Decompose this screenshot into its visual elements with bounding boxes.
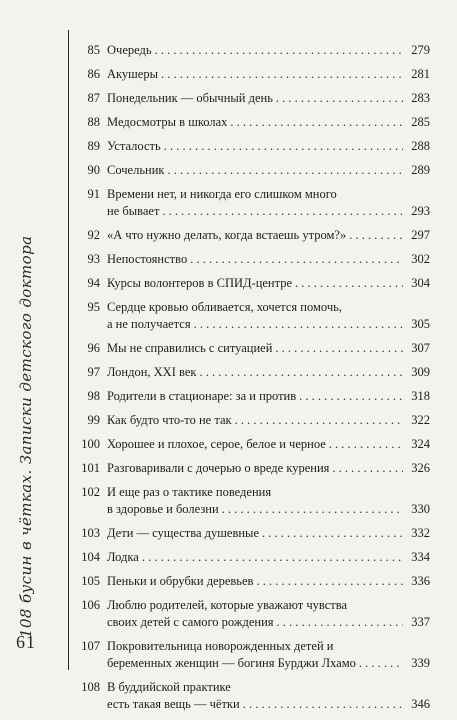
toc-entry-number: 95 (87, 300, 100, 314)
toc-entry-number: 88 (87, 115, 100, 129)
toc-entry-text (107, 114, 430, 131)
toc-entry-page: 330 (411, 502, 430, 516)
toc-entry-text (107, 299, 430, 333)
toc-entry-title: Разговаривали с дочерью о вреде курения (107, 461, 330, 475)
toc-entry-number: 102 (81, 485, 100, 499)
dot-leader (276, 90, 403, 107)
toc-entry-title: В буддийской практике (107, 680, 231, 694)
dot-leader (162, 203, 403, 220)
dot-leader (295, 275, 403, 292)
toc-entry-title: Понедельник — обычный день (107, 91, 273, 105)
toc-entry-line (107, 679, 430, 696)
table-of-contents (70, 42, 430, 720)
toc-entry-title: Сердце кровью обливается, хочется помочь, (107, 300, 342, 314)
toc-entry-number: 107 (81, 639, 100, 653)
toc-entry-title: Покровительница новорожденных детей и (107, 639, 334, 653)
toc-entry (70, 573, 430, 590)
toc-entry-last-line (107, 251, 430, 268)
toc-entry (70, 484, 430, 518)
toc-entry-number: 108 (81, 680, 100, 694)
toc-entry-title: Пеньки и обрубки деревьев (107, 574, 254, 588)
toc-entry-text (107, 460, 430, 477)
toc-entry-last-line (107, 436, 430, 453)
running-head-text: 108 бусин в чётках. Записки детского доктора (17, 235, 35, 638)
toc-entry-title: Времени нет, и никогда его слишком много (107, 187, 337, 201)
toc-entry-last-line (107, 42, 430, 59)
toc-entry-title: Акушеры (107, 67, 158, 81)
dot-leader (164, 138, 403, 155)
toc-entry-text (107, 388, 430, 405)
toc-entry-text (107, 364, 430, 381)
toc-entry-page: 326 (411, 461, 430, 475)
toc-entry-last-line (107, 412, 430, 429)
toc-entry-page: 288 (411, 139, 430, 153)
toc-entry-page: 322 (411, 413, 430, 427)
toc-entry-page: 334 (411, 550, 430, 564)
toc-entry-last-line (107, 316, 430, 333)
toc-entry-text (107, 436, 430, 453)
toc-entry-last-line (107, 573, 430, 590)
toc-entry-text (107, 138, 430, 155)
toc-entry-page: 289 (411, 163, 430, 177)
toc-entry-number: 103 (81, 526, 100, 540)
toc-entry-text (107, 573, 430, 590)
toc-entry-last-line (107, 138, 430, 155)
dot-leader (277, 614, 403, 631)
toc-entry-text (107, 251, 430, 268)
dot-leader (230, 114, 403, 131)
toc-entry-title: Сочельник (107, 163, 165, 177)
toc-entry-page: 307 (411, 341, 430, 355)
toc-entry-last-line (107, 227, 430, 244)
toc-entry-number: 92 (87, 228, 100, 242)
running-head (12, 38, 58, 638)
toc-entry-text (107, 549, 430, 566)
toc-entry-number: 86 (87, 67, 100, 81)
toc-entry (70, 66, 430, 83)
toc-entry (70, 275, 430, 292)
toc-entry-page: 302 (411, 252, 430, 266)
toc-entry (70, 525, 430, 542)
toc-entry-text (107, 525, 430, 542)
toc-entry-number: 106 (81, 598, 100, 612)
toc-entry-page: 304 (411, 276, 430, 290)
toc-entry-number: 90 (87, 163, 100, 177)
toc-entry-title: Непостоянство (107, 252, 188, 266)
toc-entry (70, 138, 430, 155)
toc-entry-number: 93 (87, 252, 100, 266)
toc-entry-number: 105 (81, 574, 100, 588)
toc-entry-last-line (107, 549, 430, 566)
toc-entry-last-line (107, 90, 430, 107)
toc-entry-last-line (107, 460, 430, 477)
toc-entry-text (107, 597, 430, 631)
toc-entry-text (107, 162, 430, 179)
toc-entry (70, 412, 430, 429)
margin-rule (68, 30, 69, 670)
toc-entry-page: 332 (411, 526, 430, 540)
toc-entry-last-line (107, 525, 430, 542)
toc-entry-last-line (107, 364, 430, 381)
toc-entry-page: 283 (411, 91, 430, 105)
toc-entry-last-line (107, 501, 430, 518)
dot-leader (332, 460, 403, 477)
toc-entry-line (107, 484, 430, 501)
toc-entry (70, 364, 430, 381)
toc-entry (70, 42, 430, 59)
toc-entry-title: Медосмотры в школах (107, 115, 228, 129)
toc-entry-number: 91 (87, 187, 100, 201)
toc-entry-title: И еще раз о тактике поведения (107, 485, 272, 499)
toc-entry (70, 299, 430, 333)
toc-entry-page: 297 (411, 228, 430, 242)
toc-entry (70, 162, 430, 179)
dot-leader (275, 340, 403, 357)
toc-entry-number: 100 (81, 437, 100, 451)
toc-entry (70, 436, 430, 453)
toc-entry-title: Дети — существа душевные (107, 526, 259, 540)
dot-leader (222, 501, 403, 518)
toc-entry-title: Как будто что-то не так (107, 413, 232, 427)
toc-entry-page: 285 (411, 115, 430, 129)
toc-entry-page: 346 (411, 697, 430, 711)
toc-entry-text (107, 484, 430, 518)
dot-leader (329, 436, 403, 453)
toc-entry-page: 281 (411, 67, 430, 81)
toc-entry-title: а не получается (107, 317, 191, 331)
toc-entry-title: Хорошее и плохое, серое, белое и черное (107, 437, 326, 451)
toc-entry-last-line (107, 162, 430, 179)
dot-leader (161, 66, 403, 83)
toc-entry-line (107, 597, 430, 614)
toc-entry-text (107, 638, 430, 672)
dot-leader (194, 316, 403, 333)
toc-entry (70, 227, 430, 244)
toc-entry-title: «А что нужно делать, когда встаешь утром?» (107, 228, 347, 242)
toc-entry-number: 99 (87, 413, 100, 427)
toc-entry-number: 96 (87, 341, 100, 355)
toc-entry-text (107, 275, 430, 292)
toc-entry (70, 90, 430, 107)
toc-entry-last-line (107, 66, 430, 83)
toc-entry (70, 597, 430, 631)
toc-entry-title: Лондон, XXI век (107, 365, 197, 379)
toc-entry-last-line (107, 340, 430, 357)
toc-entry-title: Усталость (107, 139, 161, 153)
toc-entry-page: 309 (411, 365, 430, 379)
toc-entry-page: 337 (411, 615, 430, 629)
toc-entry-number: 85 (87, 43, 100, 57)
toc-entry-title: Лодка (107, 550, 139, 564)
toc-entry (70, 251, 430, 268)
toc-entry-title: Родители в стационаре: за и против (107, 389, 297, 403)
toc-entry-title: Люблю родителей, которые уважают чувства (107, 598, 348, 612)
toc-entry-line (107, 186, 430, 203)
dot-leader (190, 251, 403, 268)
toc-entry (70, 638, 430, 672)
toc-entry-line (107, 638, 430, 655)
dot-leader (256, 573, 403, 590)
toc-entry-title: Мы не справились с ситуацией (107, 341, 273, 355)
toc-entry-page: 305 (411, 317, 430, 331)
toc-entry-title: в здоровье и болезни (107, 502, 219, 516)
toc-entry-number: 98 (87, 389, 100, 403)
dot-leader (262, 525, 403, 542)
toc-entry-last-line (107, 655, 430, 672)
toc-entry (70, 114, 430, 131)
toc-entry-title: Курсы волонтеров в СПИД-центре (107, 276, 293, 290)
page-number: 61 (16, 632, 36, 652)
dot-leader (155, 42, 403, 59)
toc-entry-page: 339 (411, 656, 430, 670)
dot-leader (359, 655, 403, 672)
toc-entry (70, 340, 430, 357)
toc-entry (70, 679, 430, 713)
toc-entry-text (107, 66, 430, 83)
toc-entry-page: 324 (411, 437, 430, 451)
toc-entry-line (107, 299, 430, 316)
toc-entry-number: 97 (87, 365, 100, 379)
toc-entry-text (107, 227, 430, 244)
toc-entry-title: не бывает (107, 204, 160, 218)
dot-leader (235, 412, 403, 429)
dot-leader (199, 364, 403, 381)
dot-leader (142, 549, 403, 566)
toc-entry-last-line (107, 614, 430, 631)
toc-entry-page: 336 (411, 574, 430, 588)
toc-entry-number: 101 (81, 461, 100, 475)
toc-entry-number: 87 (87, 91, 100, 105)
toc-entry-number: 94 (87, 276, 100, 290)
toc-entry-last-line (107, 203, 430, 220)
toc-entry-title: есть такая вещь — чётки (107, 697, 240, 711)
dot-leader (349, 227, 403, 244)
toc-entry-title: Очередь (107, 43, 152, 57)
toc-entry (70, 460, 430, 477)
toc-entry-text (107, 412, 430, 429)
toc-entry-text (107, 42, 430, 59)
toc-entry-page: 318 (411, 389, 430, 403)
toc-entry-text (107, 340, 430, 357)
toc-entry-page: 279 (411, 43, 430, 57)
toc-entry-page: 293 (411, 204, 430, 218)
toc-entry-number: 104 (81, 550, 100, 564)
toc-entry-text (107, 90, 430, 107)
toc-entry-last-line (107, 388, 430, 405)
toc-entry (70, 549, 430, 566)
toc-entry-title: своих детей с самого рождения (107, 615, 274, 629)
toc-entry-last-line (107, 275, 430, 292)
toc-entry-title: беременных женщин — богиня Бурджи Лхамо (107, 656, 356, 670)
toc-entry (70, 388, 430, 405)
toc-entry-last-line (107, 114, 430, 131)
toc-entry-number: 89 (87, 139, 100, 153)
toc-entry-text (107, 679, 430, 713)
toc-entry (70, 186, 430, 220)
toc-entry-text (107, 186, 430, 220)
dot-leader (299, 388, 403, 405)
dot-leader (168, 162, 404, 179)
